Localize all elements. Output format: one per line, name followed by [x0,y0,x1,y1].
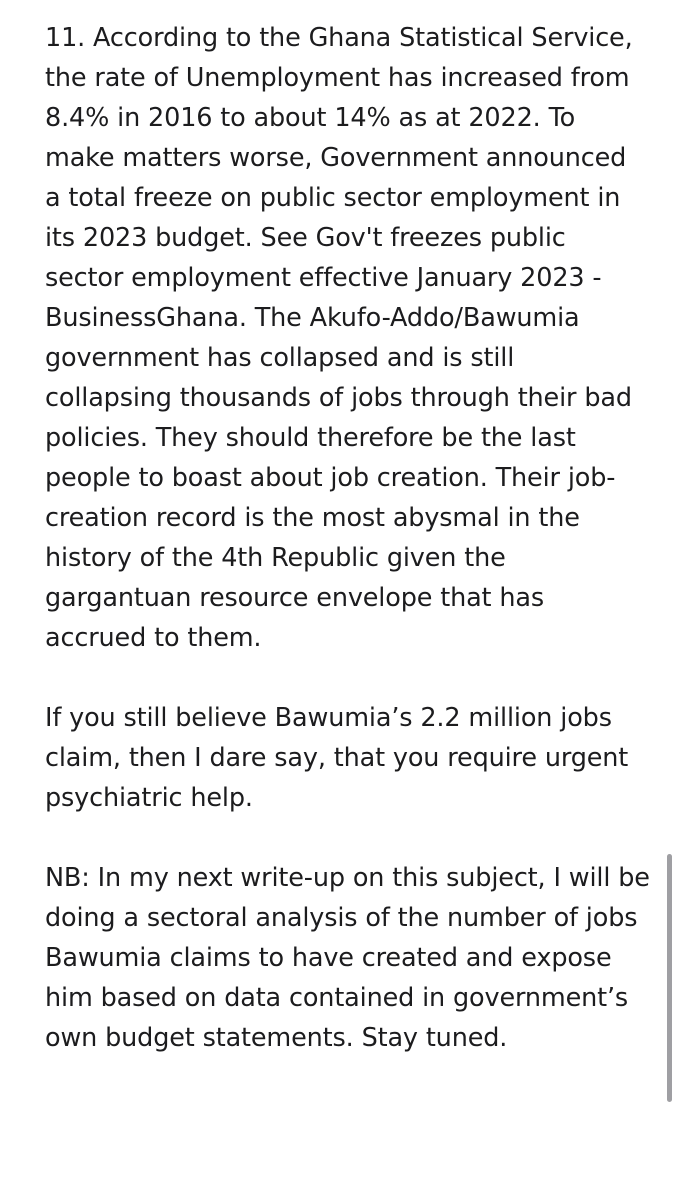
vertical-scrollbar[interactable] [667,854,672,1102]
note-paragraph-jobs-claim: If you still believe Bawumia’s 2.2 million jobs claim, then I dare say, that you require urgent psychiatric help. [45,703,629,813]
note-body[interactable] [45,18,655,1058]
paragraph-spacer [45,818,655,858]
note-paragraph-unemployment: 11. According to the Ghana Statistical Service, the rate of Unemployment has increased from 8.4% in 2016 to about 14% as at 2022. To make matters worse, Government announced a total freeze on public sector employment in its 2023 budget. See Gov't freezes public sector employment effective January 2023 - BusinessGhana. The Akufo-Addo/Bawumia government has collapsed and is still collapsing thousands of jobs through their bad policies. They should therefore be the last people to boast about job creation. Their job- creation record is the most abysmal in the history of the 4th Republic given the gargantuan resource envelope that has accrued to them. [45,23,633,653]
paragraph-spacer [45,658,655,698]
note-paragraph-nb: NB: In my next write-up on this subject, I will be doing a sectoral analysis of the number of jobs Bawumia claims to have created and expose him based on data contained in government’s own budget statements. Stay tuned. [45,863,650,1053]
